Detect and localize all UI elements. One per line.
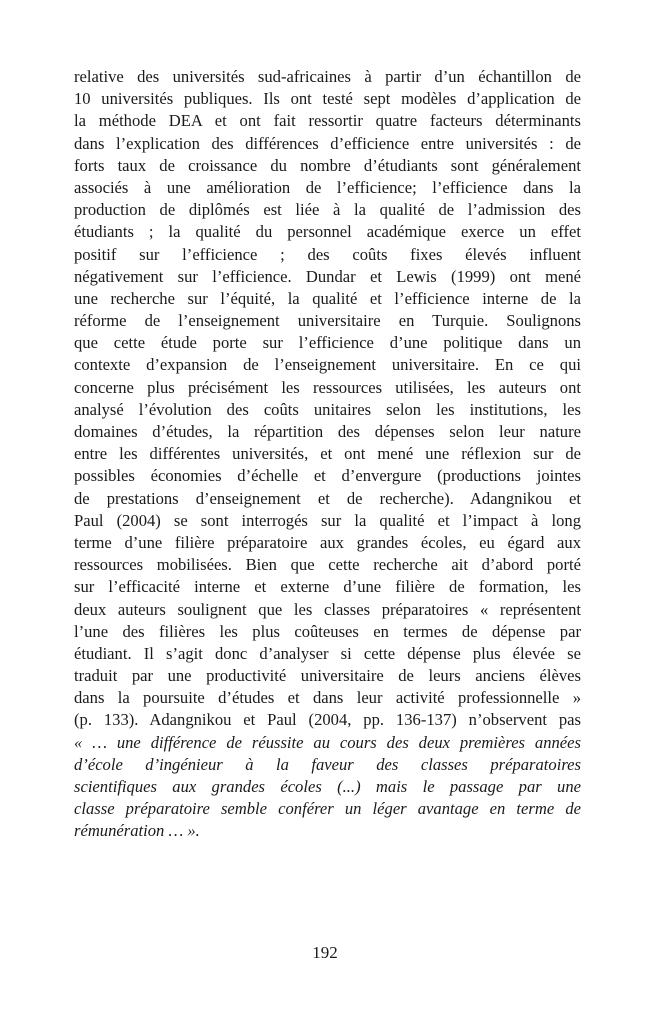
- text-line: de prestations d’enseignement et de recherche). Adangnikou et: [74, 488, 581, 508]
- text-line: l’une des filières les plus coûteuses en termes de dépense par: [74, 621, 581, 641]
- text-line: concerne plus précisément les ressources utilisées, les auteurs ont: [74, 377, 581, 397]
- quotation: [74, 732, 581, 843]
- quote-line: rémunération … ».: [74, 821, 200, 841]
- text-line: production de diplômés est liée à la qualité de l’admission des: [74, 200, 581, 220]
- text-line: étudiant. Il s’agit donc d’analyser si cette dépense plus élevée se: [74, 643, 581, 663]
- text-line: contexte d’expansion de l’enseignement universitaire. En ce qui: [74, 355, 581, 375]
- text-line: Paul (2004) se sont interrogés sur la qualité et l’impact à long: [74, 510, 581, 530]
- text-line: associés à une amélioration de l’efficience; l’efficience dans la: [74, 177, 581, 197]
- text-line: une recherche sur l’équité, la qualité et l’efficience interne de la: [74, 288, 581, 308]
- quote-line: classe préparatoire semble conférer un léger avantage en terme de: [74, 799, 581, 819]
- quote-line: d’école d’ingénieur à la faveur des classes préparatoires: [74, 754, 581, 774]
- text-line: entre les différentes universités, et ont mené une réflexion sur de: [74, 444, 581, 464]
- text-line: analysé l’évolution des coûts unitaires selon les institutions, les: [74, 399, 581, 419]
- page-text-block: [74, 66, 581, 843]
- text-line: (p. 133). Adangnikou et Paul (2004, pp. 136-137) n’observent pas: [74, 710, 581, 730]
- text-line: étudiants ; la qualité du personnel académique exerce un effet: [74, 222, 581, 242]
- quote-line: « … une différence de réussite au cours des deux premières années: [74, 732, 581, 752]
- text-line: domaines d’études, la répartition des dépenses selon leur nature: [74, 422, 581, 441]
- text-line: dans l’explication des différences d’efficience entre universités : de: [74, 133, 581, 153]
- text-line: sur l’efficacité interne et externe d’une filière de formation, les: [74, 577, 581, 597]
- text-line: que cette étude porte sur l’efficience d’une politique dans un: [74, 333, 581, 353]
- text-line: positif sur l’efficience ; des coûts fixes élevés influent: [74, 244, 581, 264]
- text-line: négativement sur l’efficience. Dundar et Lewis (1999) ont mené: [74, 266, 581, 286]
- text-line: réforme de l’enseignement universitaire en Turquie. Soulignons: [74, 311, 581, 331]
- text-line: terme d’une filière préparatoire aux grandes écoles, eu égard aux: [74, 532, 581, 552]
- text-line: relative des universités sud-africaines à partir d’un échantillon de: [74, 67, 581, 86]
- text-line: traduit par une productivité universitaire de leurs anciens élèves: [74, 666, 581, 686]
- text-line: possibles économies d’échelle et d’envergure (productions jointes: [74, 466, 581, 486]
- text-line: dans la poursuite d’études et dans leur activité professionnelle »: [74, 688, 581, 708]
- text-line: ressources mobilisées. Bien que cette recherche ait d’abord porté: [74, 555, 581, 575]
- text-line: 10 universités publiques. Ils ont testé sept modèles d’application de: [74, 89, 581, 109]
- text-line: deux auteurs soulignent que les classes préparatoires « représentent: [74, 599, 581, 619]
- body-paragraph: [74, 66, 581, 732]
- page-number: 192: [312, 943, 338, 962]
- text-line: la méthode DEA et ont fait ressortir quatre facteurs déterminants: [74, 111, 581, 131]
- text-line: forts taux de croissance du nombre d’étudiants sont généralement: [74, 155, 581, 175]
- quote-line: scientifiques aux grandes écoles (...) mais le passage par une: [74, 777, 581, 796]
